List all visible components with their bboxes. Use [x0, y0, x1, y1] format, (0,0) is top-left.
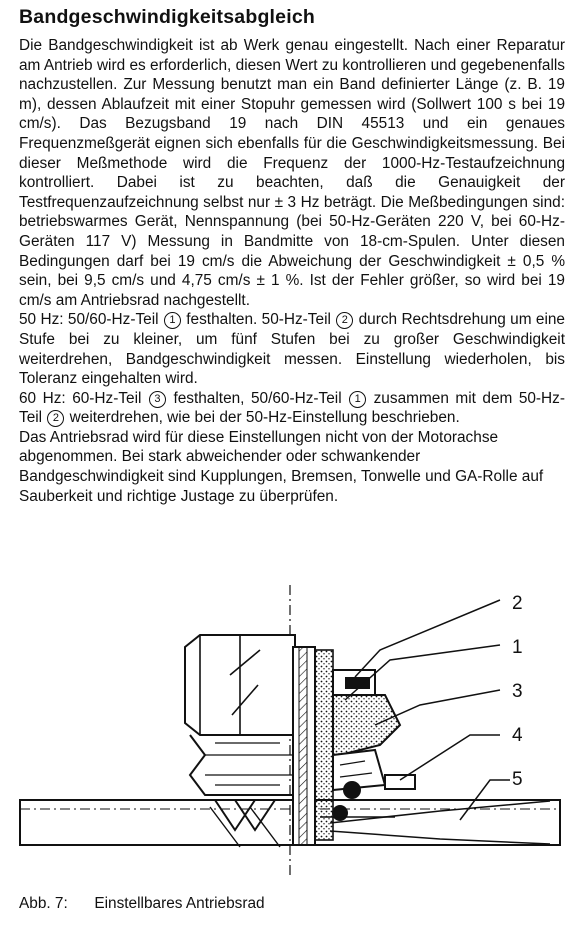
- circled-number: 2: [336, 312, 353, 329]
- shaft-taper: [330, 801, 550, 844]
- part-label-2: 2: [512, 593, 523, 614]
- paragraph-60hz: 60 Hz: 60-Hz-Teil 3 festhalten, 50/60-Hz-Teil 1 zusammen mit dem 50-Hz-Teil 2 weiterdrehen, wie bei der 50-Hz-Einstellung beschrieben.: [19, 389, 565, 427]
- page-title: Bandgeschwindigkeitsabgleich: [19, 6, 315, 28]
- spindle: [293, 647, 333, 845]
- paragraph-50hz: 50 Hz: 50/60-Hz-Teil 1 festhalten. 50-Hz-Teil 2 durch Rechtsdrehung um eine Stufe bei zu kleiner, um fünf Stufen bei zu großer Geschwindigkeit weiterdrehen, Bandgeschwindigkeit messen. Einstellung wiederholen, bis Toleranz eingehalten wird.: [19, 311, 565, 388]
- circled-number: 1: [349, 391, 366, 408]
- circled-number: 3: [149, 391, 166, 408]
- motor-body: [185, 635, 295, 847]
- caption-text: Einstellbares Antriebsrad: [94, 895, 265, 912]
- paragraph-maintenance: Das Antriebsrad wird für diese Einstellungen nicht von der Motorachse abgenommen. Bei stark abweichender oder schwankender Bandgeschwindigkeit sind Kupplungen, Bremsen, Tonwelle und GA-Rolle auf Sauberkeit und richtige Justage zu überprüfen.: [19, 428, 544, 505]
- part-label-1: 1: [512, 637, 523, 658]
- figure-caption: [19, 895, 265, 913]
- paragraph-intro: Die Bandgeschwindigkeit ist ab Werk genau eingestellt. Nach einer Reparatur am Antrieb wird es erforderlich, diesen Wert zu kontrollieren und gegebenenfalls nachzustellen. Zur Messung benutzt man ein Band definierter Länge (z. B. 19 m), dessen Ablaufzeit mit einer Stopuhr gemessen wird (Sollwert 100 s bei 19 cm/s). Das Bezugsband 19 nach DIN 45513 und ein genaues Frequenzmeßgerät eignen sich ebenfalls für die Geschwindigkeitsmessung. Bei dieser Meßmethode wird die Frequenz der 1000-Hz-Testaufzeichnung kontrolliert. Dabei ist zu beachten, daß die Genauigkeit der Testfrequenzaufzeichnung selbst nur ± 3 Hz beträgt. Die Meßbedingungen sind: betriebswarmes Gerät, Nennspannung (bei 50-Hz-Geräten 220 V, bei 60-Hz-Geräten 117 V) Messung in Bandmitte von 18-cm-Spulen. Unter diesen Bedingungen darf bei 19 cm/s die Abweichung der Geschwindigkeit ± 0,5 % sein, bei 9,5 cm/s und 4,75 cm/s ± 1 %. Ist der Fehler größer, so wird bei 19 cm/s am Antriebsrad nachgestellt.: [19, 37, 565, 309]
- part-label-5: 5: [512, 769, 523, 790]
- circled-number: 2: [47, 410, 64, 427]
- adjustable-rings: [320, 670, 415, 821]
- part-label-4: 4: [512, 725, 523, 746]
- part-label-3: 3: [512, 681, 523, 702]
- body-text: [19, 36, 565, 506]
- caption-number: Abb. 7:: [19, 895, 68, 912]
- circled-number: 1: [164, 312, 181, 329]
- drive-wheel-diagram: [0, 585, 585, 875]
